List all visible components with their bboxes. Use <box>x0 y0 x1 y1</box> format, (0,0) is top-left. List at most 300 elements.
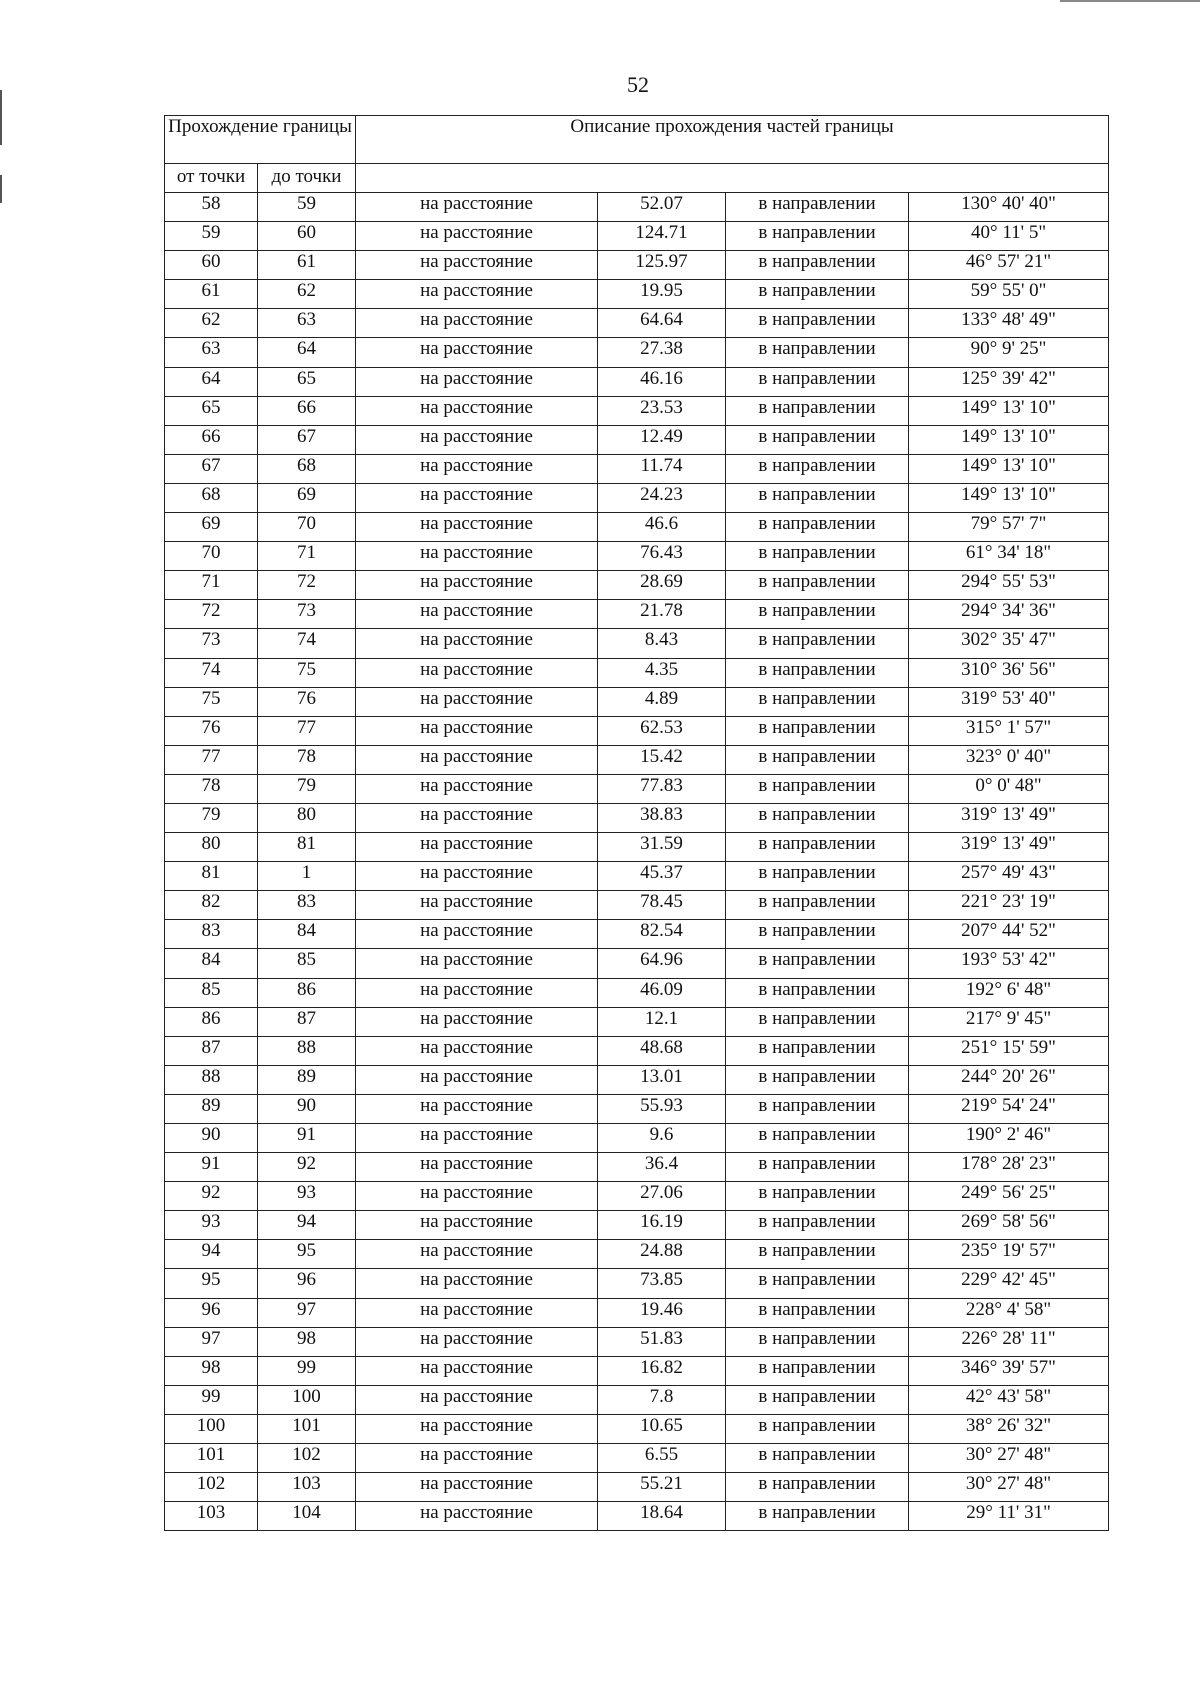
cell-direction-label: в направлении <box>726 483 909 512</box>
cell-to-point: 104 <box>258 1502 356 1531</box>
cell-to-point: 72 <box>258 571 356 600</box>
cell-direction-label: в направлении <box>726 891 909 920</box>
cell-distance-label: на расстояние <box>356 1240 598 1269</box>
cell-direction-label: в направлении <box>726 513 909 542</box>
table-row <box>165 1036 1109 1065</box>
cell-distance-label: на расстояние <box>356 1036 598 1065</box>
cell-distance-value: 55.21 <box>598 1473 726 1502</box>
cell-distance-value: 12.49 <box>598 425 726 454</box>
cell-to-point: 1 <box>258 862 356 891</box>
cell-distance-value: 23.53 <box>598 396 726 425</box>
cell-direction-angle: 178° 28' 23" <box>909 1153 1109 1182</box>
table-row <box>165 1414 1109 1443</box>
cell-distance-label: на расстояние <box>356 774 598 803</box>
table-row <box>165 600 1109 629</box>
cell-distance-label: на расстояние <box>356 193 598 222</box>
cell-to-point: 99 <box>258 1356 356 1385</box>
table-row <box>165 803 1109 832</box>
cell-direction-label: в направлении <box>726 629 909 658</box>
cell-direction-angle: 257° 49' 43" <box>909 862 1109 891</box>
cell-direction-label: в направлении <box>726 949 909 978</box>
cell-to-point: 93 <box>258 1182 356 1211</box>
cell-from-point: 92 <box>165 1182 258 1211</box>
cell-direction-angle: 133° 48' 49" <box>909 309 1109 338</box>
cell-direction-label: в направлении <box>726 920 909 949</box>
cell-direction-label: в направлении <box>726 1473 909 1502</box>
cell-distance-value: 27.38 <box>598 338 726 367</box>
cell-from-point: 82 <box>165 891 258 920</box>
table-row <box>165 978 1109 1007</box>
cell-to-point: 89 <box>258 1065 356 1094</box>
cell-distance-value: 12.1 <box>598 1007 726 1036</box>
cell-direction-label: в направлении <box>726 1124 909 1153</box>
cell-from-point: 73 <box>165 629 258 658</box>
cell-to-point: 80 <box>258 803 356 832</box>
cell-direction-angle: 315° 1' 57" <box>909 716 1109 745</box>
table-row <box>165 513 1109 542</box>
cell-from-point: 101 <box>165 1444 258 1473</box>
table-row <box>165 1007 1109 1036</box>
cell-direction-label: в направлении <box>726 1036 909 1065</box>
cell-distance-value: 24.23 <box>598 483 726 512</box>
cell-direction-label: в направлении <box>726 1269 909 1298</box>
cell-from-point: 77 <box>165 745 258 774</box>
cell-direction-label: в направлении <box>726 309 909 338</box>
cell-direction-angle: 249° 56' 25" <box>909 1182 1109 1211</box>
cell-from-point: 80 <box>165 833 258 862</box>
cell-to-point: 66 <box>258 396 356 425</box>
cell-direction-angle: 149° 13' 10" <box>909 483 1109 512</box>
table-row <box>165 1240 1109 1269</box>
cell-direction-label: в направлении <box>726 862 909 891</box>
cell-distance-value: 18.64 <box>598 1502 726 1531</box>
cell-distance-value: 15.42 <box>598 745 726 774</box>
cell-direction-angle: 302° 35' 47" <box>909 629 1109 658</box>
cell-to-point: 85 <box>258 949 356 978</box>
cell-from-point: 60 <box>165 251 258 280</box>
cell-to-point: 64 <box>258 338 356 367</box>
cell-direction-angle: 192° 6' 48" <box>909 978 1109 1007</box>
table-row <box>165 1502 1109 1531</box>
cell-direction-angle: 130° 40' 40" <box>909 193 1109 222</box>
cell-direction-angle: 61° 34' 18" <box>909 542 1109 571</box>
cell-to-point: 59 <box>258 193 356 222</box>
cell-distance-value: 125.97 <box>598 251 726 280</box>
cell-to-point: 84 <box>258 920 356 949</box>
cell-distance-label: на расстояние <box>356 658 598 687</box>
boundary-table <box>164 115 1109 1531</box>
cell-distance-value: 46.16 <box>598 367 726 396</box>
cell-to-point: 90 <box>258 1094 356 1123</box>
cell-direction-angle: 79° 57' 7" <box>909 513 1109 542</box>
cell-distance-label: на расстояние <box>356 1182 598 1211</box>
cell-distance-value: 21.78 <box>598 600 726 629</box>
cell-distance-value: 62.53 <box>598 716 726 745</box>
cell-direction-label: в направлении <box>726 193 909 222</box>
cell-distance-value: 46.09 <box>598 978 726 1007</box>
cell-distance-label: на расстояние <box>356 1414 598 1443</box>
cell-direction-label: в направлении <box>726 396 909 425</box>
cell-from-point: 68 <box>165 483 258 512</box>
table-row <box>165 687 1109 716</box>
cell-direction-angle: 319° 53' 40" <box>909 687 1109 716</box>
table-row <box>165 774 1109 803</box>
cell-direction-angle: 319° 13' 49" <box>909 803 1109 832</box>
cell-distance-label: на расстояние <box>356 1153 598 1182</box>
cell-from-point: 78 <box>165 774 258 803</box>
cell-from-point: 59 <box>165 222 258 251</box>
cell-direction-label: в направлении <box>726 1444 909 1473</box>
cell-direction-angle: 207° 44' 52" <box>909 920 1109 949</box>
cell-direction-angle: 149° 13' 10" <box>909 454 1109 483</box>
cell-from-point: 58 <box>165 193 258 222</box>
cell-to-point: 100 <box>258 1385 356 1414</box>
cell-distance-value: 51.83 <box>598 1327 726 1356</box>
cell-to-point: 103 <box>258 1473 356 1502</box>
table-body <box>165 193 1109 1531</box>
table-row <box>165 716 1109 745</box>
cell-direction-angle: 0° 0' 48" <box>909 774 1109 803</box>
cell-distance-label: на расстояние <box>356 1502 598 1531</box>
cell-distance-label: на расстояние <box>356 891 598 920</box>
cell-distance-value: 64.64 <box>598 309 726 338</box>
cell-from-point: 81 <box>165 862 258 891</box>
cell-distance-value: 7.8 <box>598 1385 726 1414</box>
cell-distance-value: 27.06 <box>598 1182 726 1211</box>
cell-distance-value: 16.19 <box>598 1211 726 1240</box>
table-row <box>165 396 1109 425</box>
table-row <box>165 1182 1109 1211</box>
cell-to-point: 87 <box>258 1007 356 1036</box>
cell-distance-value: 10.65 <box>598 1414 726 1443</box>
cell-direction-label: в направлении <box>726 1385 909 1414</box>
cell-direction-angle: 149° 13' 10" <box>909 425 1109 454</box>
cell-direction-label: в направлении <box>726 1240 909 1269</box>
cell-direction-angle: 310° 36' 56" <box>909 658 1109 687</box>
cell-from-point: 99 <box>165 1385 258 1414</box>
cell-to-point: 86 <box>258 978 356 1007</box>
cell-direction-angle: 235° 19' 57" <box>909 1240 1109 1269</box>
cell-distance-label: на расстояние <box>356 862 598 891</box>
cell-direction-label: в направлении <box>726 716 909 745</box>
cell-direction-angle: 30° 27' 48" <box>909 1444 1109 1473</box>
cell-to-point: 96 <box>258 1269 356 1298</box>
cell-distance-value: 82.54 <box>598 920 726 949</box>
table-row <box>165 1065 1109 1094</box>
cell-distance-label: на расстояние <box>356 949 598 978</box>
cell-direction-angle: 46° 57' 21" <box>909 251 1109 280</box>
cell-to-point: 67 <box>258 425 356 454</box>
cell-distance-label: на расстояние <box>356 1211 598 1240</box>
cell-distance-label: на расстояние <box>356 367 598 396</box>
cell-distance-label: на расстояние <box>356 833 598 862</box>
cell-to-point: 94 <box>258 1211 356 1240</box>
cell-to-point: 73 <box>258 600 356 629</box>
cell-distance-label: на расстояние <box>356 745 598 774</box>
cell-direction-angle: 244° 20' 26" <box>909 1065 1109 1094</box>
table-row <box>165 454 1109 483</box>
cell-distance-value: 19.95 <box>598 280 726 309</box>
cell-to-point: 61 <box>258 251 356 280</box>
cell-distance-value: 38.83 <box>598 803 726 832</box>
cell-from-point: 76 <box>165 716 258 745</box>
cell-from-point: 102 <box>165 1473 258 1502</box>
cell-distance-label: на расстояние <box>356 629 598 658</box>
cell-direction-label: в направлении <box>726 251 909 280</box>
table-row <box>165 1385 1109 1414</box>
cell-to-point: 88 <box>258 1036 356 1065</box>
cell-direction-angle: 221° 23' 19" <box>909 891 1109 920</box>
cell-direction-label: в направлении <box>726 367 909 396</box>
cell-distance-label: на расстояние <box>356 1007 598 1036</box>
cell-distance-label: на расстояние <box>356 542 598 571</box>
cell-from-point: 66 <box>165 425 258 454</box>
cell-to-point: 101 <box>258 1414 356 1443</box>
cell-direction-label: в направлении <box>726 1502 909 1531</box>
table-row <box>165 1153 1109 1182</box>
cell-to-point: 69 <box>258 483 356 512</box>
cell-to-point: 97 <box>258 1298 356 1327</box>
cell-direction-label: в направлении <box>726 600 909 629</box>
cell-to-point: 78 <box>258 745 356 774</box>
cell-direction-label: в направлении <box>726 1007 909 1036</box>
cell-to-point: 71 <box>258 542 356 571</box>
table-row <box>165 891 1109 920</box>
cell-distance-value: 4.35 <box>598 658 726 687</box>
table-row <box>165 542 1109 571</box>
cell-distance-label: на расстояние <box>356 803 598 832</box>
cell-from-point: 83 <box>165 920 258 949</box>
cell-to-point: 63 <box>258 309 356 338</box>
cell-distance-label: на расстояние <box>356 513 598 542</box>
cell-distance-label: на расстояние <box>356 1444 598 1473</box>
cell-distance-label: на расстояние <box>356 1124 598 1153</box>
cell-direction-angle: 229° 42' 45" <box>909 1269 1109 1298</box>
cell-distance-label: на расстояние <box>356 687 598 716</box>
cell-from-point: 64 <box>165 367 258 396</box>
cell-direction-angle: 193° 53' 42" <box>909 949 1109 978</box>
cell-distance-label: на расстояние <box>356 1269 598 1298</box>
cell-distance-label: на расстояние <box>356 1385 598 1414</box>
cell-direction-angle: 42° 43' 58" <box>909 1385 1109 1414</box>
cell-direction-angle: 251° 15' 59" <box>909 1036 1109 1065</box>
table-row <box>165 1473 1109 1502</box>
cell-distance-value: 73.85 <box>598 1269 726 1298</box>
cell-to-point: 62 <box>258 280 356 309</box>
cell-from-point: 75 <box>165 687 258 716</box>
cell-distance-value: 9.6 <box>598 1124 726 1153</box>
table-row <box>165 1124 1109 1153</box>
table-row <box>165 280 1109 309</box>
cell-direction-angle: 219° 54' 24" <box>909 1094 1109 1123</box>
header-from-point: от точки <box>165 164 258 193</box>
cell-from-point: 71 <box>165 571 258 600</box>
page-number: 52 <box>627 72 649 97</box>
table-row <box>165 1211 1109 1240</box>
cell-direction-label: в направлении <box>726 280 909 309</box>
cell-direction-label: в направлении <box>726 1327 909 1356</box>
table-row <box>165 571 1109 600</box>
header-to-point: до точки <box>258 164 356 193</box>
cell-direction-label: в направлении <box>726 222 909 251</box>
cell-from-point: 65 <box>165 396 258 425</box>
cell-direction-angle: 38° 26' 32" <box>909 1414 1109 1443</box>
scan-margin-mark <box>0 90 2 145</box>
table-row <box>165 1327 1109 1356</box>
cell-from-point: 85 <box>165 978 258 1007</box>
cell-to-point: 74 <box>258 629 356 658</box>
table-row <box>165 658 1109 687</box>
cell-from-point: 62 <box>165 309 258 338</box>
cell-direction-label: в направлении <box>726 1298 909 1327</box>
cell-direction-angle: 228° 4' 58" <box>909 1298 1109 1327</box>
cell-to-point: 76 <box>258 687 356 716</box>
cell-direction-angle: 319° 13' 49" <box>909 833 1109 862</box>
cell-distance-label: на расстояние <box>356 1298 598 1327</box>
table-row <box>165 251 1109 280</box>
header-description-spacer <box>356 164 1109 193</box>
cell-distance-value: 31.59 <box>598 833 726 862</box>
cell-direction-label: в направлении <box>726 338 909 367</box>
cell-distance-label: на расстояние <box>356 978 598 1007</box>
table-row <box>165 309 1109 338</box>
cell-direction-label: в направлении <box>726 454 909 483</box>
cell-distance-value: 36.4 <box>598 1153 726 1182</box>
cell-distance-label: на расстояние <box>356 920 598 949</box>
cell-distance-value: 52.07 <box>598 193 726 222</box>
cell-from-point: 87 <box>165 1036 258 1065</box>
cell-distance-value: 55.93 <box>598 1094 726 1123</box>
table-row <box>165 193 1109 222</box>
table-row <box>165 949 1109 978</box>
cell-direction-label: в направлении <box>726 978 909 1007</box>
cell-direction-angle: 294° 34' 36" <box>909 600 1109 629</box>
cell-direction-angle: 29° 11' 31" <box>909 1502 1109 1531</box>
cell-to-point: 79 <box>258 774 356 803</box>
cell-direction-label: в направлении <box>726 687 909 716</box>
cell-from-point: 95 <box>165 1269 258 1298</box>
cell-to-point: 91 <box>258 1124 356 1153</box>
cell-direction-label: в направлении <box>726 774 909 803</box>
cell-from-point: 79 <box>165 803 258 832</box>
table-row <box>165 1444 1109 1473</box>
cell-from-point: 67 <box>165 454 258 483</box>
cell-distance-label: на расстояние <box>356 1094 598 1123</box>
cell-direction-label: в направлении <box>726 803 909 832</box>
cell-to-point: 70 <box>258 513 356 542</box>
cell-distance-label: на расстояние <box>356 1473 598 1502</box>
cell-distance-value: 4.89 <box>598 687 726 716</box>
table-row <box>165 367 1109 396</box>
table-row <box>165 745 1109 774</box>
cell-direction-label: в направлении <box>726 425 909 454</box>
cell-from-point: 86 <box>165 1007 258 1036</box>
cell-from-point: 74 <box>165 658 258 687</box>
cell-direction-label: в направлении <box>726 1182 909 1211</box>
cell-from-point: 100 <box>165 1414 258 1443</box>
cell-distance-label: на расстояние <box>356 600 598 629</box>
cell-from-point: 69 <box>165 513 258 542</box>
cell-from-point: 94 <box>165 1240 258 1269</box>
cell-distance-label: на расстояние <box>356 280 598 309</box>
cell-distance-value: 77.83 <box>598 774 726 803</box>
cell-direction-angle: 323° 0' 40" <box>909 745 1109 774</box>
cell-distance-value: 16.82 <box>598 1356 726 1385</box>
table-row <box>165 833 1109 862</box>
cell-from-point: 63 <box>165 338 258 367</box>
cell-distance-label: на расстояние <box>356 222 598 251</box>
cell-distance-value: 8.43 <box>598 629 726 658</box>
cell-distance-value: 13.01 <box>598 1065 726 1094</box>
cell-distance-label: на расстояние <box>356 483 598 512</box>
cell-distance-value: 46.6 <box>598 513 726 542</box>
cell-distance-value: 28.69 <box>598 571 726 600</box>
cell-distance-value: 19.46 <box>598 1298 726 1327</box>
table-row <box>165 1094 1109 1123</box>
header-boundary-description: Описание прохождения частей границы <box>356 116 1109 164</box>
cell-from-point: 98 <box>165 1356 258 1385</box>
cell-distance-label: на расстояние <box>356 251 598 280</box>
table-row <box>165 1298 1109 1327</box>
cell-to-point: 77 <box>258 716 356 745</box>
cell-direction-label: в направлении <box>726 1094 909 1123</box>
cell-distance-label: на расстояние <box>356 338 598 367</box>
cell-from-point: 97 <box>165 1327 258 1356</box>
scan-margin-mark <box>0 175 2 203</box>
table-row <box>165 425 1109 454</box>
cell-direction-label: в направлении <box>726 1065 909 1094</box>
cell-direction-label: в направлении <box>726 1414 909 1443</box>
cell-distance-value: 11.74 <box>598 454 726 483</box>
cell-direction-label: в направлении <box>726 1356 909 1385</box>
cell-distance-label: на расстояние <box>356 454 598 483</box>
cell-direction-label: в направлении <box>726 745 909 774</box>
cell-distance-label: на расстояние <box>356 716 598 745</box>
cell-distance-value: 78.45 <box>598 891 726 920</box>
cell-direction-angle: 90° 9' 25" <box>909 338 1109 367</box>
cell-distance-label: на расстояние <box>356 309 598 338</box>
cell-direction-label: в направлении <box>726 571 909 600</box>
cell-from-point: 72 <box>165 600 258 629</box>
cell-direction-angle: 30° 27' 48" <box>909 1473 1109 1502</box>
cell-to-point: 102 <box>258 1444 356 1473</box>
cell-direction-angle: 346° 39' 57" <box>909 1356 1109 1385</box>
cell-from-point: 88 <box>165 1065 258 1094</box>
cell-direction-angle: 294° 55' 53" <box>909 571 1109 600</box>
cell-distance-label: на расстояние <box>356 1327 598 1356</box>
cell-from-point: 103 <box>165 1502 258 1531</box>
cell-from-point: 70 <box>165 542 258 571</box>
cell-to-point: 75 <box>258 658 356 687</box>
table-row <box>165 483 1109 512</box>
cell-direction-label: в направлении <box>726 833 909 862</box>
cell-from-point: 84 <box>165 949 258 978</box>
cell-distance-value: 48.68 <box>598 1036 726 1065</box>
cell-to-point: 65 <box>258 367 356 396</box>
cell-direction-angle: 125° 39' 42" <box>909 367 1109 396</box>
cell-distance-label: на расстояние <box>356 396 598 425</box>
cell-distance-label: на расстояние <box>356 1356 598 1385</box>
cell-from-point: 61 <box>165 280 258 309</box>
cell-direction-angle: 190° 2' 46" <box>909 1124 1109 1153</box>
cell-to-point: 68 <box>258 454 356 483</box>
cell-to-point: 98 <box>258 1327 356 1356</box>
cell-to-point: 60 <box>258 222 356 251</box>
cell-from-point: 91 <box>165 1153 258 1182</box>
cell-distance-label: на расстояние <box>356 425 598 454</box>
table-row <box>165 1356 1109 1385</box>
cell-distance-label: на расстояние <box>356 571 598 600</box>
